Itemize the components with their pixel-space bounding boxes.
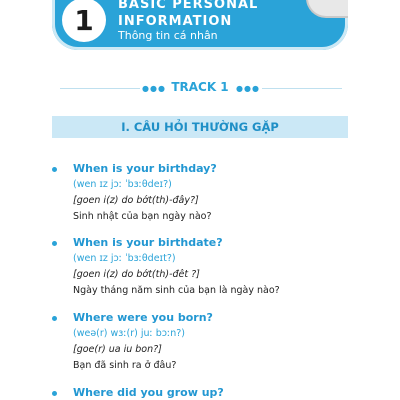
question-ipa: (wen ɪz jɔː ˈbɜːθdeɪt?): [73, 253, 176, 264]
question-vietnamese: Ngày tháng năm sinh của bạn là ngày nào?: [73, 285, 280, 296]
bullet-icon: [52, 316, 57, 321]
chapter-title-line1: BASIC PERSONAL: [118, 0, 259, 12]
bullet-icon: [52, 167, 57, 172]
question-vietnamese: Bạn đã sinh ra ở đâu?: [73, 360, 177, 371]
question-english: Where were you born?: [73, 311, 213, 324]
question-pronunciation: [goe(r) ua iu bon?]: [73, 344, 162, 355]
track-label: TRACK 1: [171, 80, 229, 94]
bullet-icon: [52, 391, 57, 396]
question-ipa: (wen ɪz jɔː ˈbɜːθdeɪ?): [73, 179, 172, 190]
section-heading: I. CÂU HỎI THƯỜNG GẶP: [52, 116, 348, 138]
chapter-title-line2: INFORMATION: [118, 14, 233, 29]
question-english: Where did you grow up?: [73, 386, 224, 399]
question-english: When is your birthday?: [73, 162, 217, 175]
question-pronunciation: [goen i(z) do bớt(th)-đây?]: [73, 195, 199, 206]
question-ipa: (weə(r) wɜː(r) juː bɔːn?): [73, 328, 185, 339]
chapter-number: 1: [62, 0, 106, 42]
track-line-right: [262, 88, 342, 89]
track-dots-left: ●●●: [142, 84, 166, 93]
track-heading: [0, 80, 400, 96]
chapter-subtitle: Thông tin cá nhân: [118, 29, 218, 42]
question-english: When is your birthdate?: [73, 236, 223, 249]
chapter-title: [118, 0, 258, 30]
bullet-icon: [52, 241, 57, 246]
track-dots-right: ●●●: [236, 84, 260, 93]
question-vietnamese: Sinh nhật của bạn ngày nào?: [73, 211, 212, 222]
question-pronunciation: [goen i(z) do bớt(th)-đêt ?]: [73, 269, 200, 280]
